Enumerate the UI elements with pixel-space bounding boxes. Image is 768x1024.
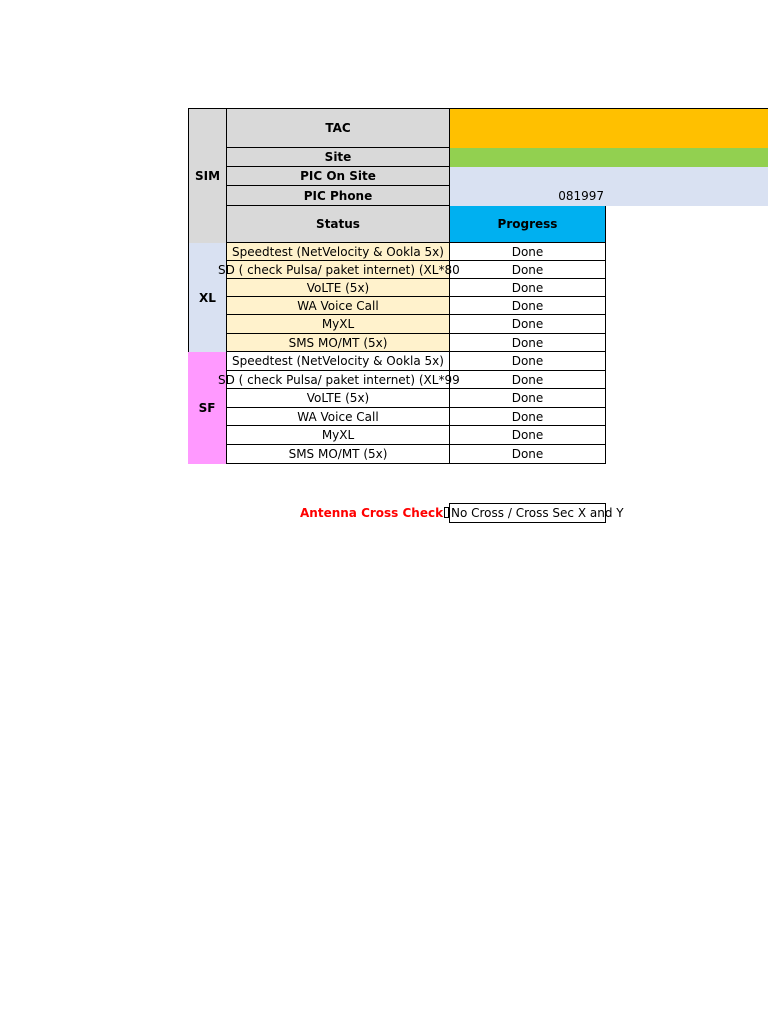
- xl-status: Speedtest (NetVelocity & Ookla 5x): [232, 244, 444, 259]
- sf-status-cell: [226, 445, 450, 464]
- sf-status-cell: [226, 352, 450, 371]
- xl-status-cell: [226, 243, 450, 261]
- xl-status-cell: [226, 297, 450, 315]
- xl-progress-cell[interactable]: [450, 279, 606, 297]
- sf-progress-cell[interactable]: [450, 408, 606, 426]
- sf-label: SF: [198, 401, 216, 415]
- pic-on-site-label-cell: [226, 167, 450, 186]
- sf-status: SMS MO/MT (5x): [288, 447, 388, 461]
- sf-progress: Done: [511, 447, 544, 461]
- sf-group-label: [188, 352, 226, 464]
- xl-progress-cell[interactable]: [450, 261, 606, 279]
- sf-status: SD ( check Pulsa/ paket internet) (XL*99: [218, 372, 460, 387]
- pic-phone-value-visible: [450, 186, 606, 206]
- status-header-cell: [226, 206, 450, 243]
- sf-progress-cell[interactable]: [450, 426, 606, 445]
- xl-status-cell: [226, 334, 450, 352]
- xl-status: MyXL: [321, 317, 355, 331]
- progress-header: Progress: [497, 217, 558, 231]
- antenna-cross-check-value[interactable]: No Cross / Cross Sec X and Y: [449, 503, 606, 523]
- sf-progress-cell[interactable]: [450, 389, 606, 408]
- pic-phone-label: PIC Phone: [303, 188, 373, 203]
- xl-progress: Done: [511, 244, 544, 259]
- sim-group-label: [188, 108, 226, 243]
- pic-on-site-label: PIC On Site: [300, 169, 376, 183]
- xl-progress: Done: [511, 317, 544, 331]
- site-value-cell[interactable]: [450, 148, 768, 167]
- sf-progress-cell[interactable]: [450, 371, 606, 389]
- sf-status-cell: [218, 371, 460, 389]
- xl-progress: Done: [511, 280, 544, 295]
- xl-status-cell: [226, 315, 450, 334]
- sim-label: SIM: [194, 169, 221, 183]
- xl-progress-cell[interactable]: [450, 315, 606, 334]
- sf-status-cell: [226, 426, 450, 445]
- sf-progress: Done: [511, 391, 544, 405]
- antenna-cross-check-label: Antenna Cross Check: [300, 503, 449, 522]
- site-label: Site: [324, 150, 352, 164]
- xl-progress-cell[interactable]: [450, 243, 606, 261]
- xl-status: WA Voice Call: [297, 298, 379, 313]
- xl-status: VoLTE (5x): [306, 280, 370, 295]
- sf-progress-cell[interactable]: [450, 445, 606, 464]
- sf-status: WA Voice Call: [297, 409, 379, 424]
- sf-status: VoLTE (5x): [306, 391, 370, 405]
- progress-header-cell: [450, 206, 606, 243]
- xl-group-label: [188, 243, 226, 352]
- sf-status-cell: [226, 389, 450, 408]
- sf-status-cell: [226, 408, 450, 426]
- sf-status: Speedtest (NetVelocity & Ookla 5x): [232, 354, 444, 368]
- xl-progress-cell[interactable]: [450, 334, 606, 352]
- tac-label: TAC: [325, 121, 351, 135]
- xl-status-cell: [226, 279, 450, 297]
- xl-status: SMS MO/MT (5x): [288, 335, 388, 350]
- xl-status: SD ( check Pulsa/ paket internet) (XL*80: [218, 262, 460, 277]
- tac-value-cell[interactable]: [450, 108, 768, 148]
- pic-on-site-value-cell[interactable]: [450, 167, 768, 186]
- sf-progress: Done: [511, 354, 544, 368]
- sf-progress: Done: [511, 372, 544, 387]
- status-header: Status: [316, 217, 360, 231]
- sf-progress: Done: [511, 409, 544, 424]
- site-label-cell: [226, 148, 450, 167]
- xl-status-cell: [218, 261, 460, 279]
- pic-phone-value: 081997: [558, 189, 604, 203]
- sf-progress-cell[interactable]: [450, 352, 606, 371]
- xl-progress: Done: [511, 298, 544, 313]
- sf-progress: Done: [511, 428, 544, 442]
- xl-progress-cell[interactable]: [450, 297, 606, 315]
- sf-status: MyXL: [321, 428, 355, 442]
- xl-label: XL: [199, 290, 216, 305]
- pic-phone-label-cell: [226, 186, 450, 206]
- xl-progress: Done: [511, 262, 544, 277]
- tac-label-cell: [226, 108, 450, 148]
- xl-progress: Done: [511, 335, 544, 350]
